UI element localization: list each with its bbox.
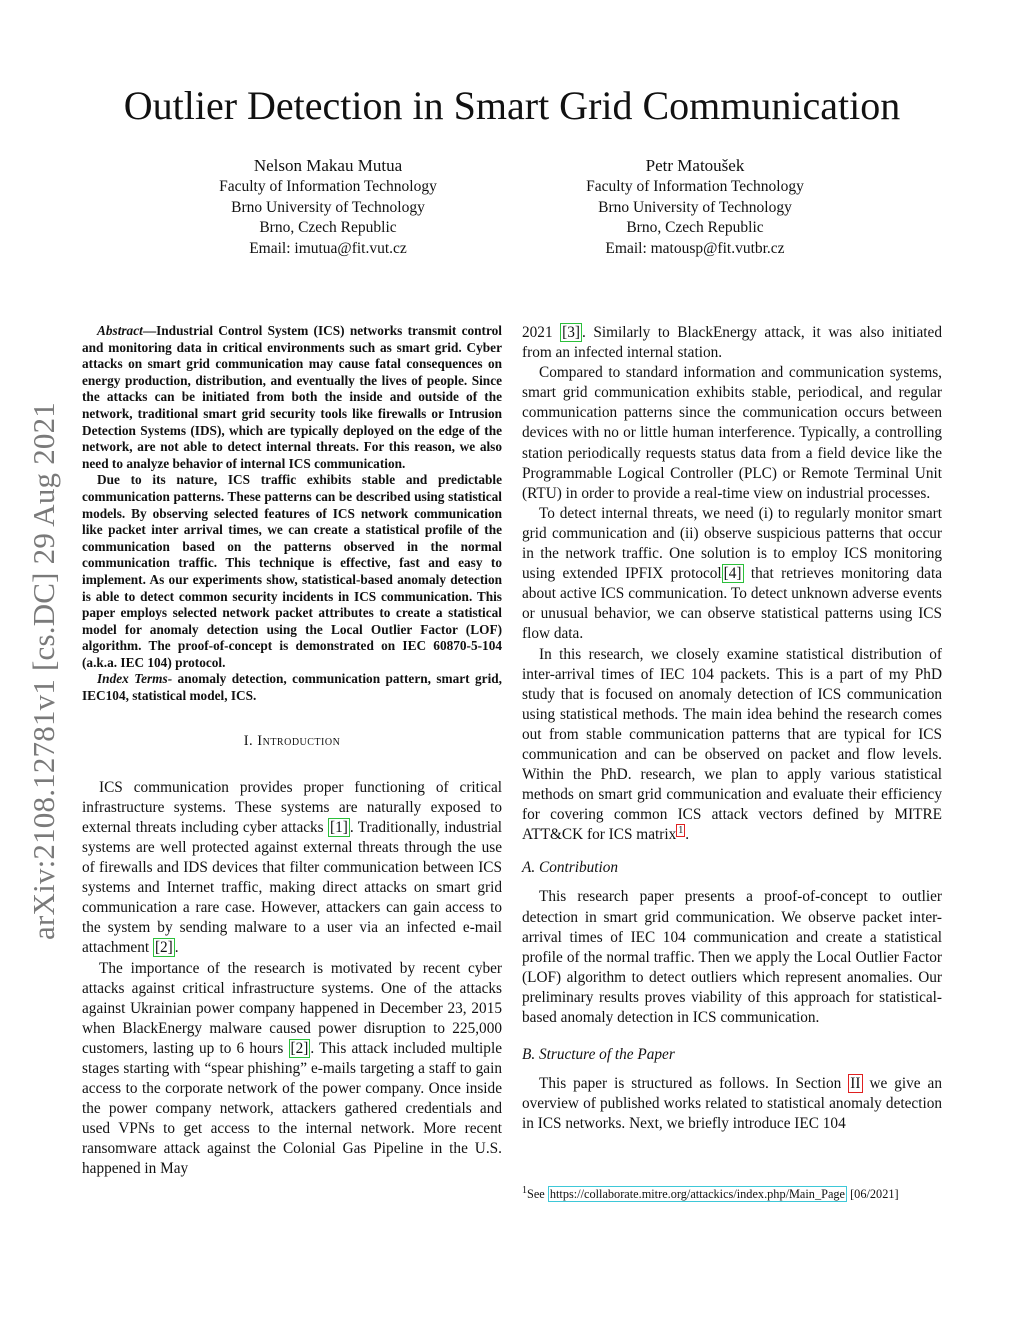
- footnote-prefix: See: [527, 1187, 548, 1201]
- author-name: Petr Matoušek: [645, 156, 745, 175]
- arxiv-identifier: arXiv:2108.12781v1 [cs.DC] 29 Aug 2021: [26, 401, 61, 940]
- author-block-1: [158, 155, 498, 259]
- section-heading-introduction: I. Introduction: [243, 732, 341, 749]
- author-university: Brno University of Technology: [598, 198, 792, 216]
- abstract-paragraph-1: —Industrial Control System (ICS) networks transmit control and monitoring data in critical environments such as smart grid. Cyber attacks on smart grid communication may cause fatal consequences on energy production, distribution, and eventually the lives of people. Since the attacks can be initiated from both the inside and outside of the network, traditional smart grid security tools like firewalls or Intrusion Detection Systems (IDS), which are typically deployed on the edge of the network, are not able to detect internal threats. For this reason, we also need to analyze behavior of internal ICS communication.: [82, 323, 502, 471]
- intro-paragraph-4: To detect internal threats, we need (i) to regularly monitor smart grid communication and (ii) observe suspicious patterns that occur in the network traffic. One solution is to employ ICS monitoring using extended IPFIX protocol [4] that retrieves monitoring data about active ICS communication. To detect unknown adverse events or unusual behavior, we can observe statistical patterns using ICS flow data.: [522, 504, 943, 643]
- intro-paragraph-5: In this research, we closely examine statistical distribution of inter-arrival times of IEC 104 packets. This is a part of my PhD study that is focused on anomaly detection of ICS communication using statistical methods. The main idea behind the research comes out from stable communication patterns that are typical for ICS communication and can be observed on packet and flow levels. Within the PhD. research, we plan to apply various statistical methods on smart grid communication and evaluate their efficiency for covering common ICS attack vectors defined by MITRE ATT&CK for ICS matrix $^1$ .: [522, 645, 942, 844]
- footnote-url-link[interactable]: https://collaborate.mitre.org/attackics/index.php/Main_Page: [549, 1187, 846, 1201]
- citation-link[interactable]: [2]: [154, 939, 173, 957]
- contribution-body: [522, 887, 942, 1028]
- index-terms: anomaly detection, communication pattern, smart grid, IEC104, statistical model, ICS.: [82, 671, 502, 704]
- intro-paragraph-3: Compared to standard information and communication systems, smart grid communication exhibits stable, periodical, and regular communication patterns since the communication occurs between devices with no or little human interference. Typically, a controlling station periodically requests status data from a field device like the Programmable Logical Controller (PLC) or Remote Terminal Unit (RTU) in order to provide a real-time view on industrial processes.: [522, 364, 942, 502]
- abstract: [82, 323, 502, 705]
- author-faculty: Faculty of Information Technology: [586, 178, 804, 195]
- intro-paragraph-1: ICS communication provides proper functioning of critical infrastructure systems. These systems are naturally exposed to external threats including cyber attacks [1] . Traditionally, industrial systems are well protected against external threats through the use of firewalls and IDS devices that filter communication between ICS systems and Internet traffic, making direct attacks on smart grid communication a rare case. However, attackers can gain access to the system by sending malware to a user via an infected e-mail attachment [2] .: [82, 778, 502, 957]
- section-reference-link[interactable]: II: [850, 1075, 861, 1093]
- right-column: [522, 323, 942, 1134]
- author-name: Nelson Makau Mutua: [253, 156, 403, 175]
- intro-paragraph-2: The importance of the research is motivated by recent cyber attacks against critical infrastructure systems. One of the attacks against Ukrainian power company happened in December 23, 2015 when BlackEnergy malware caused power disruption to 225,000 customers, lasting up to 6 hours [2] . This attack included multiple stages starting with “spear phishing” e-mails targeting a staff to gain access to the corporate network of the power company. Once inside the power company network, attackers gathered credentials and used VPNs to get access to the internal network. More recent ransomware attack against the Colonial Gas Pipeline in the U.S. happened in May: [82, 959, 502, 1178]
- left-column: [82, 323, 502, 1180]
- author-location: Brno, Czech Republic: [259, 219, 397, 236]
- abstract-paragraph-2: Due to its nature, ICS traffic exhibits stable and predictable communication patterns. These patterns can be described using statistical models. By observing selected features of ICS network communication like packet inter arrival times, we can create a statistical profile of the communication based on the patterns observed in the normal communication traffic. This technique is effective, fast and easy to implement. As our experiments show, statistical-based anomaly detection is able to detect common security incidents in ICS communication. This paper employs selected network packet attributes to create a statistical model for anomaly detection using the Local Outlier Factor (LOF) algorithm. The proof-of-concept is demonstrated on IEC 60870-5-104 (a.k.a. IEC 104) protocol.: [82, 472, 502, 670]
- citation-link[interactable]: [1]: [329, 818, 348, 836]
- author-location: Brno, Czech Republic: [626, 219, 764, 236]
- introduction-body: [82, 778, 502, 1180]
- subsection-heading-structure: B. Structure of the Paper: [522, 1046, 675, 1064]
- footnote-mark: 1: [522, 1184, 527, 1196]
- paper-title: Outlier Detection in Smart Grid Communication: [123, 83, 901, 128]
- subsection-heading-contribution: A. Contribution: [522, 859, 619, 877]
- index-terms-label: Index Terms-: [97, 671, 173, 687]
- contribution-paragraph: This research paper presents a proof-of-concept to outlier detection in smart grid communication. We observe packet inter-arrival times of IEC 104 communication and create a statistical profile of the normal traffic. Then we apply the Local Outlier Factor (LOF) algorithm to detect outliers which represent anomalies. Our preliminary results proves viability of this approach for statistical-based anomaly detection in ICS communication.: [522, 888, 942, 1026]
- author-faculty: Faculty of Information Technology: [219, 178, 437, 195]
- footnote: [522, 1186, 952, 1202]
- citation-link[interactable]: [3]: [562, 324, 580, 341]
- structure-body: [522, 1074, 942, 1134]
- abstract-label: Abstract: [97, 323, 143, 338]
- structure-paragraph: This paper is structured as follows. In Section II we give an overview of published works related to statistical anomaly detection in ICS networks. Next, we briefly introduce IEC 104: [522, 1075, 942, 1133]
- footnote-link[interactable]: 1: [678, 825, 684, 837]
- introduction-body-continued: [522, 323, 942, 845]
- author-university: Brno University of Technology: [231, 198, 425, 216]
- footnote-suffix: [06/2021]: [847, 1187, 899, 1201]
- author-email: Email: matousp@fit.vutbr.cz: [605, 239, 785, 257]
- author-email: Email: imutua@fit.vut.cz: [249, 239, 407, 257]
- author-block-2: [525, 155, 865, 259]
- citation-link[interactable]: [2]: [290, 1039, 309, 1057]
- citation-link[interactable]: [4]: [723, 565, 742, 583]
- intro-paragraph-2-continued: 2021 [3] . Similarly to BlackEnergy attack, it was also initiated from an infected internal station.: [522, 324, 942, 362]
